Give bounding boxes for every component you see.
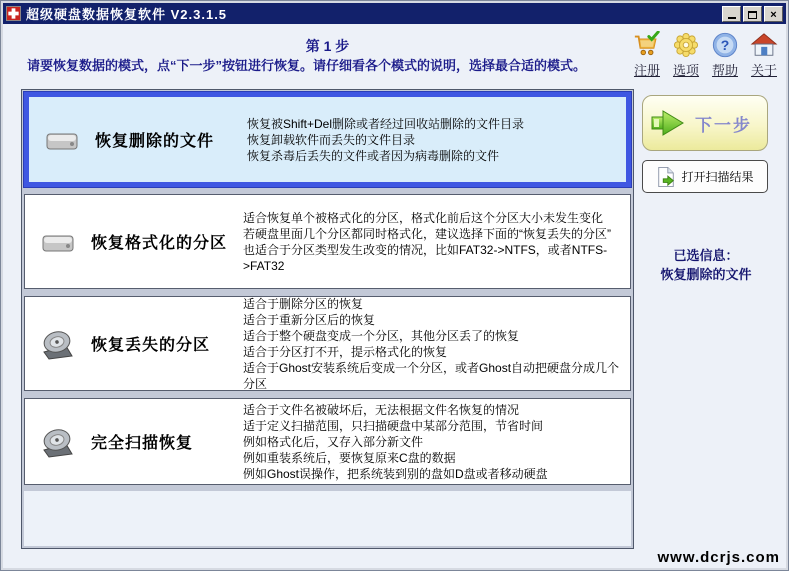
green-arrow-icon: [650, 107, 688, 139]
mode-title: 完全扫描恢复: [91, 435, 194, 452]
home-icon: [750, 31, 778, 59]
mode-recover-lost-partition[interactable]: [24, 296, 631, 391]
selected-info: [642, 246, 770, 284]
website-text: www.dcrjs.com: [657, 549, 780, 566]
nav-options-label: 选项: [672, 63, 699, 78]
app-icon: [6, 6, 21, 21]
mode-recover-deleted-files[interactable]: [24, 92, 631, 187]
mode-recover-formatted-partition[interactable]: [24, 194, 631, 289]
nav-register[interactable]: [633, 31, 661, 79]
selected-info-value: 恢复删除的文件: [660, 267, 752, 282]
nav-help-label: 帮助: [711, 63, 738, 78]
minimize-button[interactable]: [722, 6, 741, 22]
mode-description: 适合于删除分区的恢复 适合于重新分区后的恢复 适合于整个硬盘变成一个分区，其他分区丢了的恢复 适合于分区打不开，提示格式化的恢复 适合于Ghost安装系统后变成一个分区，或者Ghost自动把硬盘分成几个分区: [243, 296, 620, 391]
nav-register-label: 注册: [633, 63, 660, 78]
open-scan-results-button[interactable]: [642, 160, 768, 193]
document-arrow-icon: [656, 166, 676, 188]
mode-title: 恢复丢失的分区: [91, 337, 211, 354]
hard-drive-icon: [39, 229, 77, 255]
toolbar-nav: [633, 31, 778, 79]
window-title: 超级硬盘数据恢复软件 V2.3.1.5: [26, 7, 228, 22]
instruction-text: 请要恢复数据的模式，点“下一步”按钮进行恢复。请仔细看各个模式的说明，选择最合适的模式。: [27, 58, 587, 73]
step-label: 第 1 步: [305, 38, 350, 54]
close-button[interactable]: [764, 6, 783, 22]
nav-help[interactable]: [711, 31, 739, 79]
minimize-icon: [728, 17, 736, 19]
action-sidebar: [642, 95, 770, 284]
next-step-button[interactable]: [642, 95, 768, 151]
mode-full-scan-recovery[interactable]: [24, 398, 631, 485]
svg-text:?: ?: [720, 37, 730, 54]
disk-platter-icon: [40, 328, 76, 360]
nav-options[interactable]: [672, 31, 700, 79]
open-scan-results-label: 打开扫描结果: [681, 170, 754, 184]
mode-list: [21, 89, 634, 549]
maximize-button[interactable]: [743, 6, 762, 22]
titlebar: [3, 3, 786, 24]
close-icon: ×: [770, 8, 777, 21]
cart-check-icon: [633, 31, 661, 59]
empty-area: [24, 491, 631, 546]
mode-title: 恢复格式化的分区: [91, 235, 228, 252]
hard-drive-icon: [43, 127, 81, 153]
maximize-icon: [748, 11, 757, 19]
next-step-label: 下一步: [695, 115, 752, 135]
help-icon: [711, 31, 739, 59]
gear-icon: [672, 31, 700, 59]
mode-description: 适合恢复单个被格式化的分区，格式化前后这个分区大小未发生变化 若硬盘里面几个分区都同时格式化，建议选择下面的“恢复丢失的分区” 也适合于分区类型发生改变的情况，比如FAT32->NTFS，或者NTFS->FAT32: [243, 210, 611, 273]
mode-description: 适合于文件名被破坏后，无法根据文件名恢复的情况 适于定义扫描范围，只扫描硬盘中某部分范围，节省时间 例如格式化后，又存入部分新文件 例如重装系统后，要恢复原来C盘的数据 例如Ghost误操作，把系统装到别的盘如D盘或者移动硬盘: [243, 402, 548, 481]
nav-about[interactable]: [750, 31, 778, 79]
disk-platter-icon: [40, 426, 76, 458]
mode-title: 恢复删除的文件: [95, 133, 215, 150]
selected-info-label: 已选信息：: [673, 248, 739, 263]
mode-description: 恢复被Shift+Del删除或者经过回收站删除的文件目录 恢复卸载软件而丢失的文件目录 恢复杀毒后丢失的文件或者因为病毒删除的文件: [247, 116, 525, 163]
nav-about-label: 关于: [750, 63, 777, 78]
